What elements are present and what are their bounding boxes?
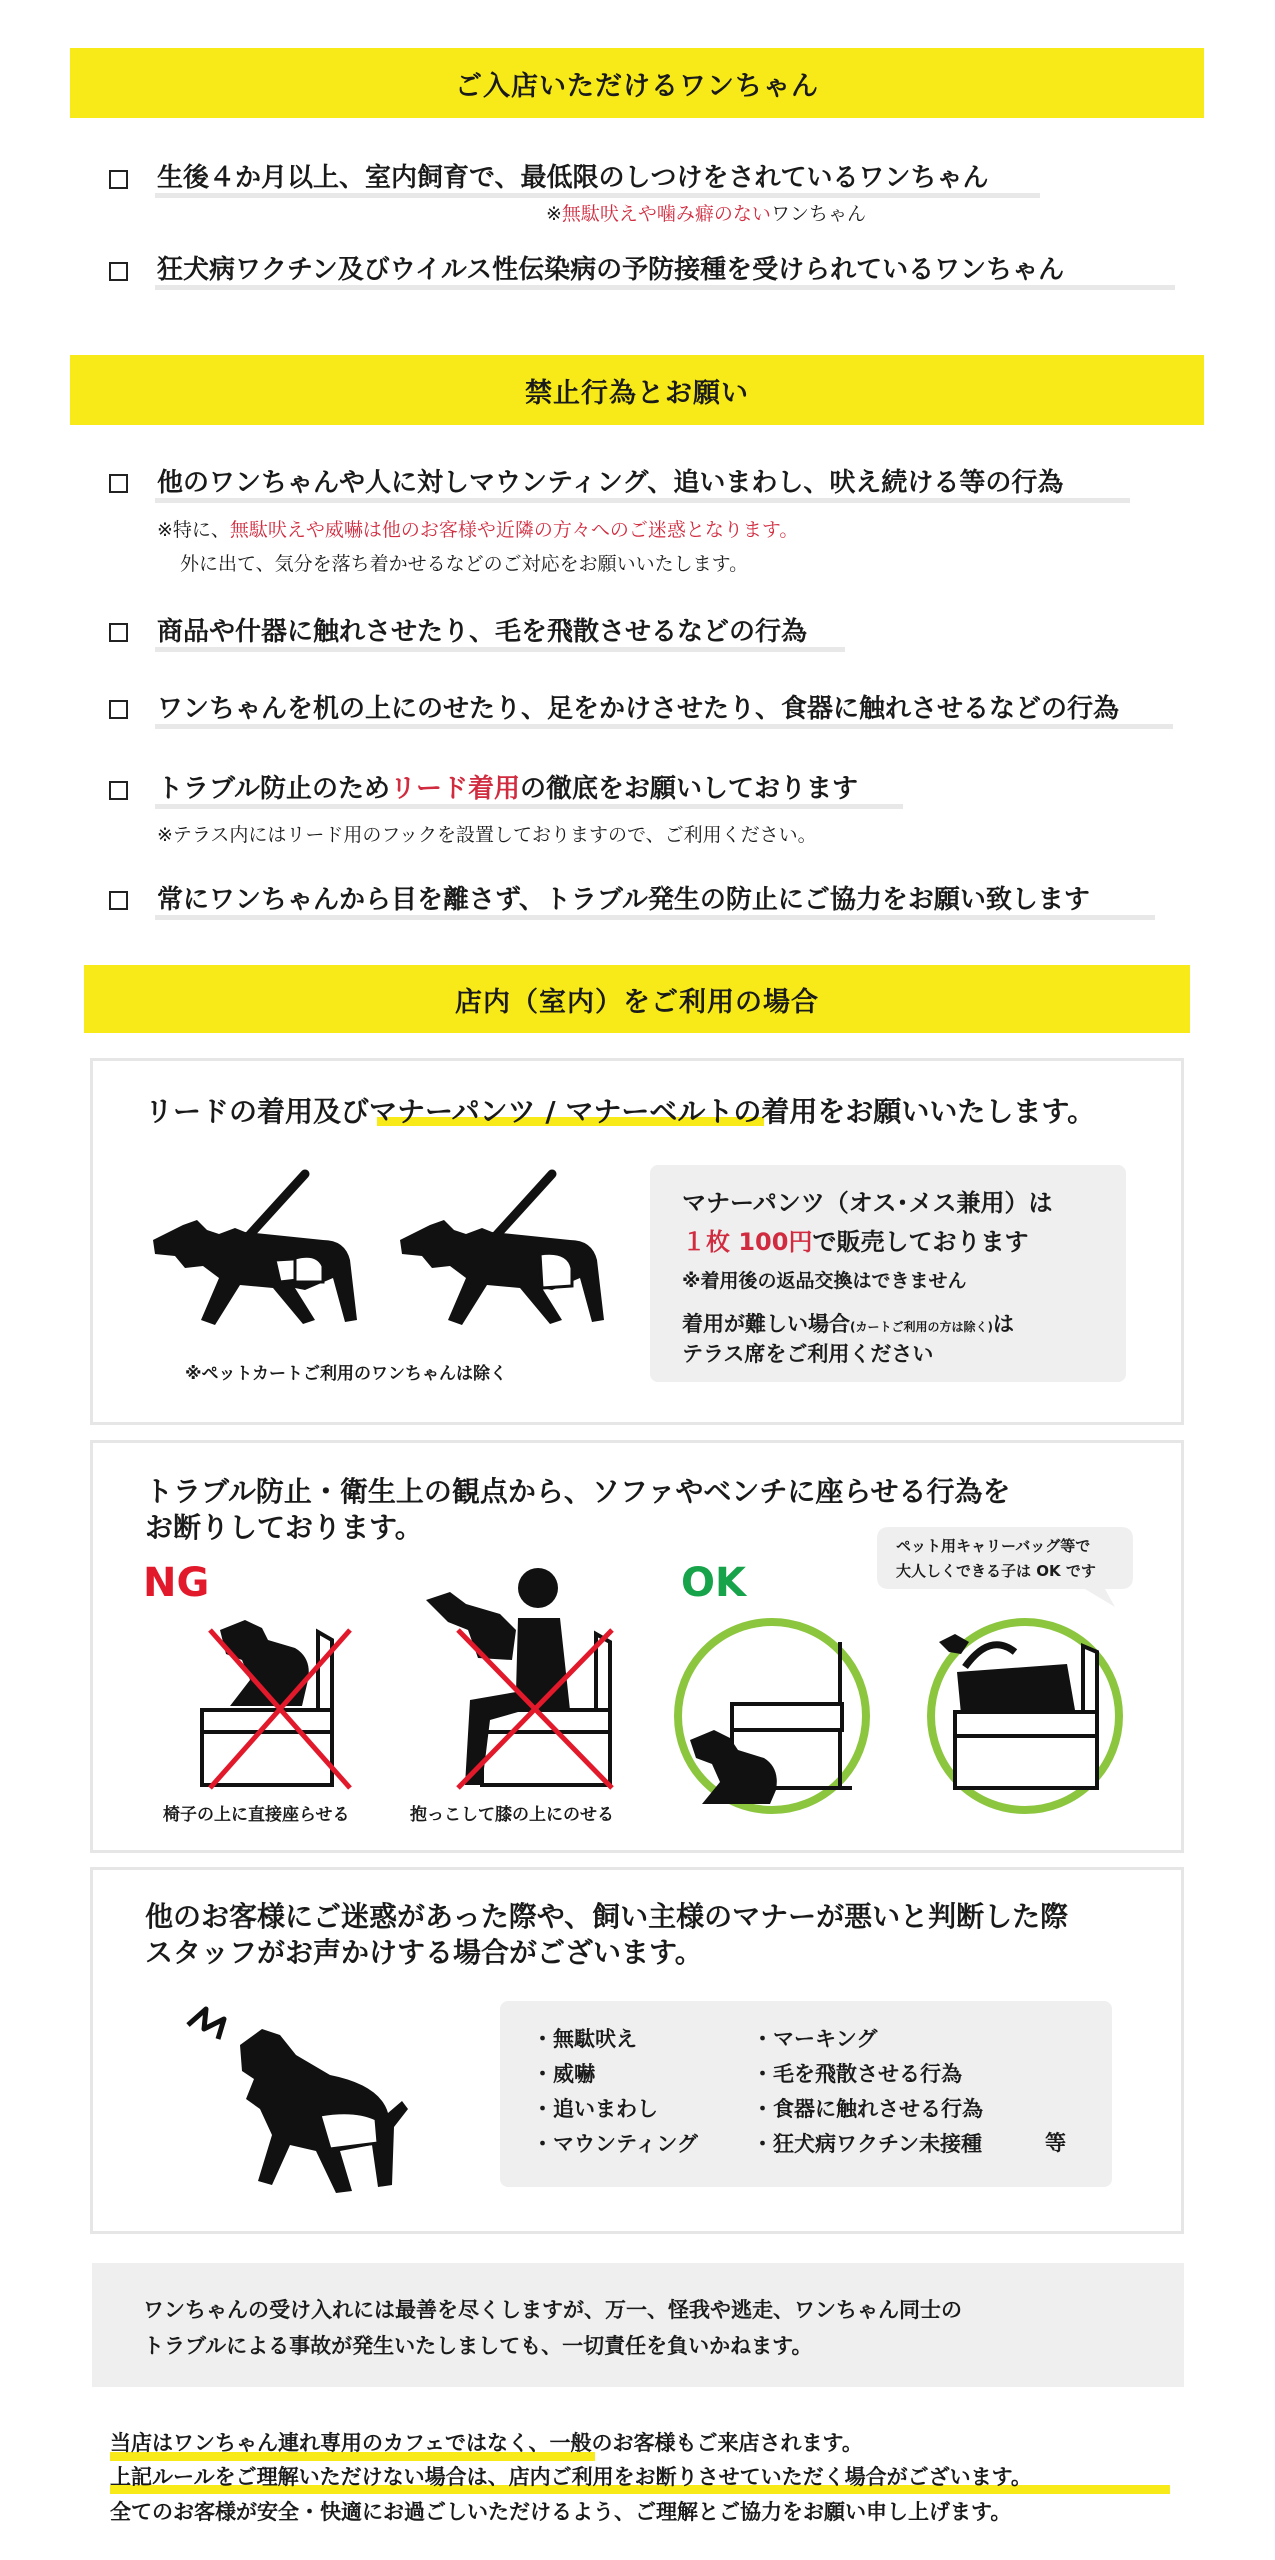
barking-dog-icon [180,2005,440,2205]
manner-pants-heading [145,1094,1095,1130]
indoor-title-band [84,965,1190,1033]
note-suffix: ワンちゃん [770,203,866,225]
ng-caption-1: 椅子の上に直接座らせる [163,1805,350,1825]
ng-caption-2: 抱っこして膝の上にのせる [410,1805,614,1825]
carrier-bag-ok-icon [925,1612,1125,1812]
line3-small: (カートご利用の方は除く) [850,1320,993,1334]
footer-highlight-text: 当店はワンちゃん連れ専用のカフェではなく [110,2431,529,2455]
prohibited-title-band [70,355,1204,425]
checkbox[interactable] [109,262,128,281]
staff-warning-heading-2: スタッフがお声かけする場合がございます。 [145,1936,703,1969]
item-suffix: の徹底をお願いしております [519,774,858,804]
violation-item: ・無駄吠え [532,2027,637,2051]
violations-list-left [532,2022,698,2162]
price-suffix: で販売しております [812,1228,1029,1256]
welcome-title: ご入店いただけるワンちゃん [455,70,819,102]
disclaimer-line-1: ワンちゃんの受け入れには最善を尽くしますが、万一、怪我や逃走、ワンちゃん同士の [143,2298,962,2322]
manner-pants-line4: テラス席をご利用ください [682,1342,934,1366]
note-prefix: ※特に、 [157,519,230,541]
leashed-dog-icon [145,1170,375,1340]
prohibited-item-1-note-2: 外に出て、気分を落ち着かせるなどのご対応をお願いいたします。 [180,553,749,575]
price: １枚 100円 [682,1228,813,1256]
heading-part: リードの着用及び [145,1095,370,1128]
speech-bubble-text-1: ペット用キャリーバッグ等で [896,1537,1091,1555]
violation-item: ・追いまわし [532,2097,658,2121]
heading-part: の着用をお願いいたします。 [733,1095,1096,1128]
violation-item: ・食器に触れさせる行為 [752,2097,983,2121]
welcome-item-1-note [546,201,866,227]
note-red: 無駄吠えや威嚇は他のお客様や近隣の方々へのご迷惑となります。 [229,519,799,541]
ng-label: NG [143,1560,210,1606]
prohibited-item-5: 常にワンちゃんから目を離さず、トラブル発生の防止にご協力をお願い致します [157,885,1090,915]
note-red: 無駄吠えや噛み癖のない [561,203,771,225]
manner-pants-note: ※着用後の返品交換はできません [682,1270,967,1292]
violation-item: ・毛を飛散させる行為 [752,2062,962,2086]
footer-text: 、一般のお客様もご来店されます。 [528,2431,863,2455]
checkbox[interactable] [109,891,128,910]
heading-part: マナーパンツ / マナーベルト [369,1095,734,1128]
disclaimer-line-2: トラブルによる事故が発生いたしましても、一切責任を負いかねます。 [143,2334,813,2358]
checkbox[interactable] [109,700,128,719]
line3-a: 着用が難しい場合 [682,1312,850,1336]
footer-line-1 [110,2428,863,2458]
disclaimer-box [92,2263,1184,2387]
violation-item: ・マウンティング [532,2132,698,2156]
speech-bubble-text-2: 大人しくできる子は OK です [896,1562,1096,1580]
violation-item: ・狂犬病ワクチン未接種 [752,2132,982,2156]
manner-pants-price-line [682,1222,1028,1257]
violations-list-right [752,2022,983,2162]
footer-line-2: 上記ルールをご理解いただけない場合は、店内ご利用をお断りさせていただく場合がございます。 [110,2465,1032,2489]
manner-pants-line1: マナーパンツ（オス･メス兼用）は [682,1189,1053,1217]
violations-list-etc: 等 [1045,2131,1066,2155]
violation-item: ・威嚇 [532,2062,595,2086]
line3-b: は [992,1312,1014,1336]
welcome-title-band [70,48,1204,118]
dog-on-floor-ok-icon [672,1612,872,1812]
prohibited-item-1-note [157,517,798,543]
checkbox[interactable] [109,170,128,189]
prohibited-item-4 [157,772,858,806]
checkbox[interactable] [109,474,128,493]
sofa-rule-heading-1: トラブル防止・衛生上の観点から、ソファやベンチに座らせる行為を [145,1475,1011,1508]
dog-on-lap-ng-icon [420,1560,620,1792]
indoor-title: 店内（室内）をご利用の場合 [455,986,819,1018]
leashed-dog-icon [392,1170,622,1340]
item-red: リード着用 [389,774,520,804]
prohibited-item-3: ワンちゃんを机の上にのせたり、足をかけさせたり、食器に触れさせるなどの行為 [157,694,1120,724]
prohibited-item-2: 商品や什器に触れさせたり、毛を飛散させるなどの行為 [157,617,808,647]
prohibited-item-4-note: ※テラス内にはリード用のフックを設置しておりますので、ご利用ください。 [157,824,817,846]
note-prefix: ※ [546,203,562,225]
manner-pants-line3 [682,1308,1014,1338]
item-prefix: トラブル防止のため [157,774,390,804]
ok-label: OK [681,1560,746,1606]
prohibited-title: 禁止行為とお願い [525,377,749,409]
welcome-item-2: 狂犬病ワクチン及びウイルス性伝染病の予防接種を受けられているワンちゃん [157,255,1065,285]
checkbox[interactable] [109,623,128,642]
violation-item: ・マーキング [752,2027,878,2051]
staff-warning-heading-1: 他のお客様にご迷惑があった際や、飼い主様のマナーが悪いと判断した際 [145,1900,1069,1933]
welcome-item-1: 生後４か月以上、室内飼育で、最低限のしつけをされているワンちゃん [157,163,989,193]
dog-on-chair-ng-icon [190,1610,360,1790]
footer-line-3: 全てのお客様が安全・快適にお過ごしいただけるよう、ご理解とご協力をお願い申し上げます。 [110,2500,1012,2524]
sofa-rule-heading-2: お断りしております。 [145,1511,423,1544]
checkbox[interactable] [109,781,128,800]
pet-cart-caption: ※ペットカートご利用のワンちゃんは除く [185,1364,508,1384]
prohibited-item-1: 他のワンちゃんや人に対しマウンティング、追いまわし、吠え続ける等の行為 [157,468,1064,498]
